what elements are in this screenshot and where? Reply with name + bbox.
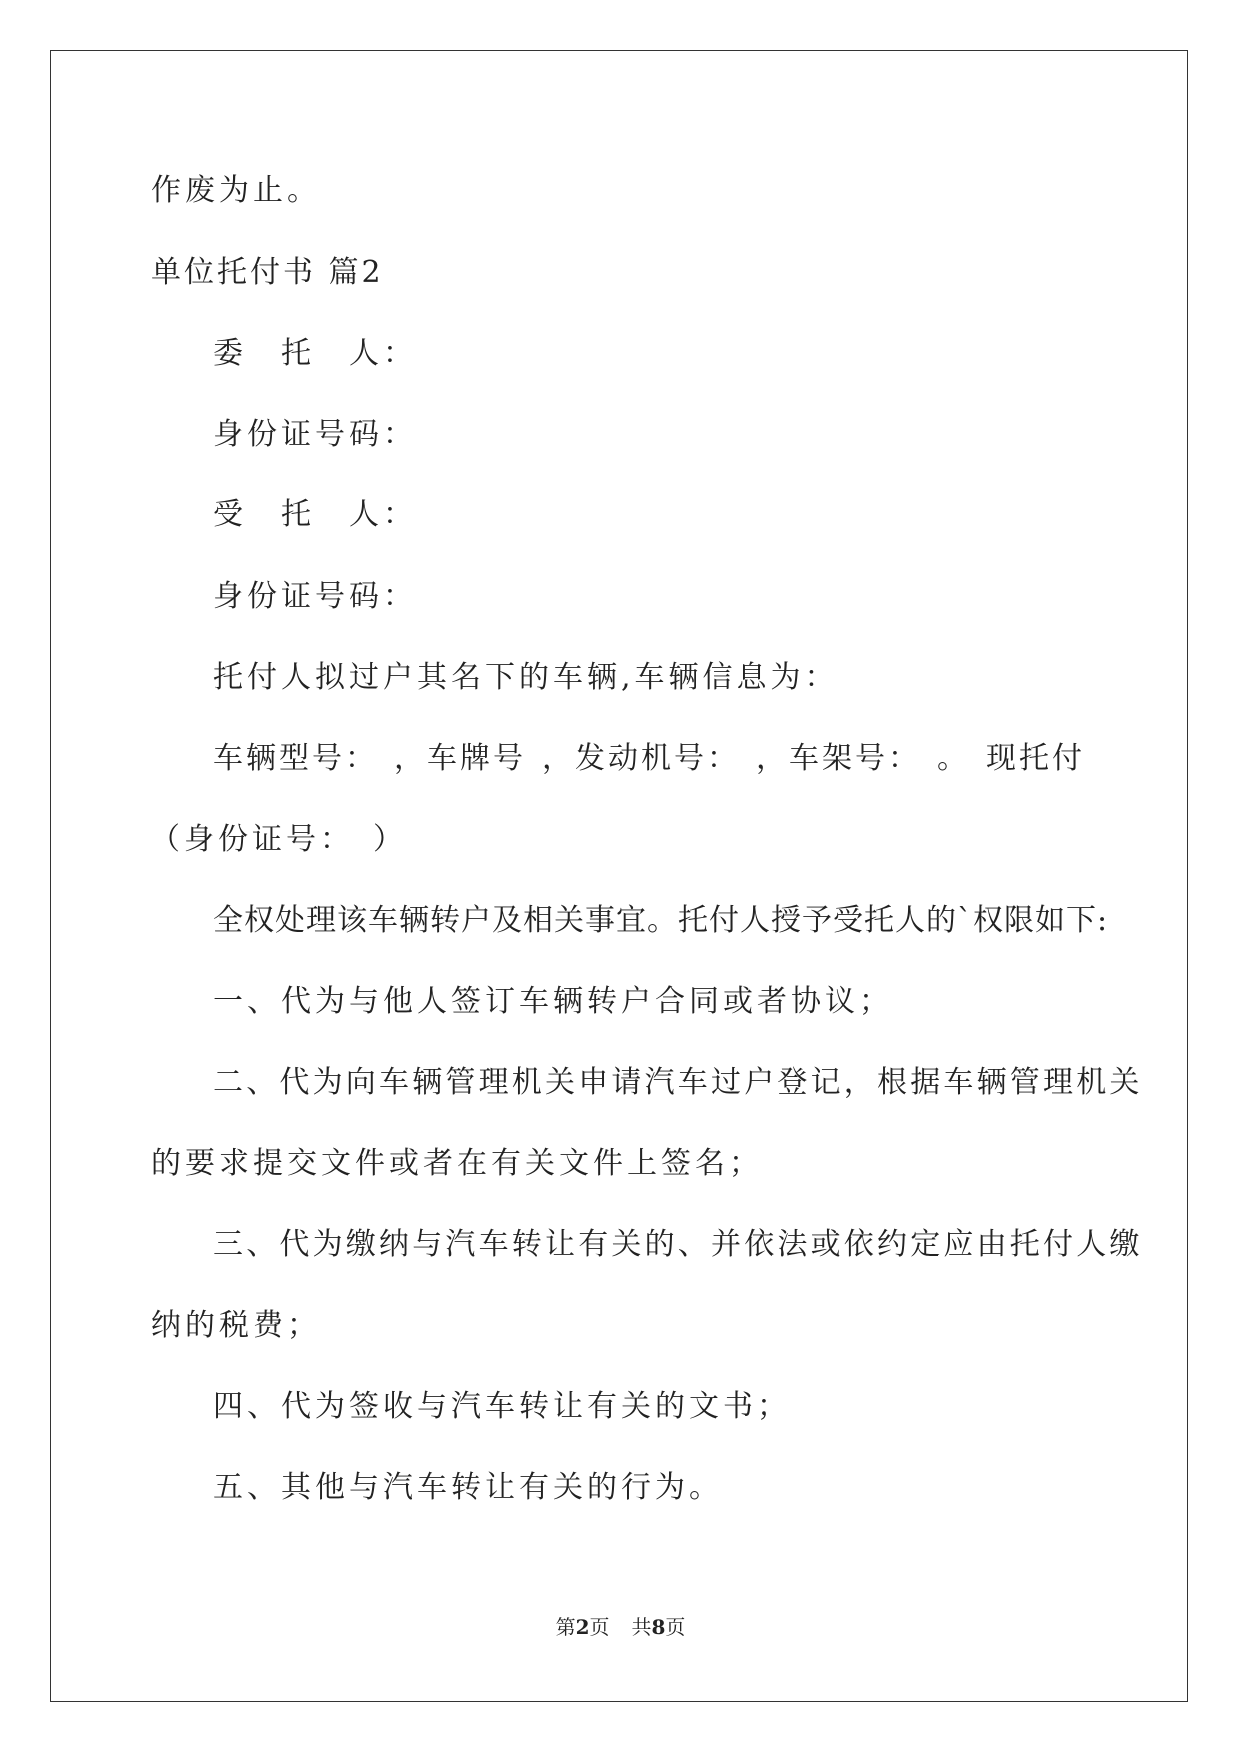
- period-mark: 。: [937, 741, 970, 776]
- page-number: 2: [575, 1615, 590, 1639]
- list-item-4: 四、代为签收与汽车转让有关的文书；: [213, 1389, 791, 1424]
- vehicle-model-label: 车辆型号：: [213, 741, 378, 776]
- field-principal: 委 托 人：: [213, 336, 417, 371]
- vehicle-info-line: [213, 739, 1085, 779]
- field-agent-id: 身份证号码：: [213, 579, 417, 614]
- field-agent: 受 托 人：: [213, 497, 417, 532]
- engine-number-label: ，发动机号：: [542, 741, 740, 776]
- list-item-2-continued: 的要求提交文件或者在有关文件上签名；: [151, 1146, 763, 1181]
- id-number-line: （身份证号： ）: [150, 822, 407, 857]
- page-prefix: 第: [555, 1615, 576, 1639]
- list-item-1: 一、代为与他人签订车辆转户合同或者协议；: [213, 984, 893, 1019]
- entrust-text: 现托付: [986, 741, 1085, 776]
- list-item-3-continued: 纳的税费；: [151, 1308, 321, 1343]
- plate-number-label: ，车牌号: [394, 741, 526, 776]
- list-item-5: 五、其他与汽车转让有关的行为。: [213, 1470, 723, 1505]
- total-prefix: 共: [631, 1615, 652, 1639]
- section-heading: 单位托付书 篇2: [151, 255, 384, 290]
- text-line-vehicle-intro: 托付人拟过户其名下的车辆,车辆信息为：: [213, 660, 839, 695]
- total-pages: 8: [651, 1615, 666, 1639]
- page-footer: [0, 1614, 1241, 1640]
- field-principal-id: 身份证号码：: [213, 417, 417, 452]
- frame-number-label: ，车架号：: [756, 741, 921, 776]
- list-item-2: 二、代为向车辆管理机关申请汽车过户登记，根据车辆管理机关: [213, 1065, 1143, 1100]
- page-border: [50, 50, 1188, 1702]
- list-item-3: 三、代为缴纳与汽车转让有关的、并依法或依约定应由托付人缴: [213, 1227, 1143, 1262]
- page-suffix: 页: [589, 1615, 610, 1639]
- text-line-authority: 全权处理该车辆转户及相关事宜。托付人授予受托人的`权限如下:: [213, 903, 1109, 938]
- total-suffix: 页: [665, 1615, 686, 1639]
- text-line-void-until: 作废为止。: [151, 173, 321, 208]
